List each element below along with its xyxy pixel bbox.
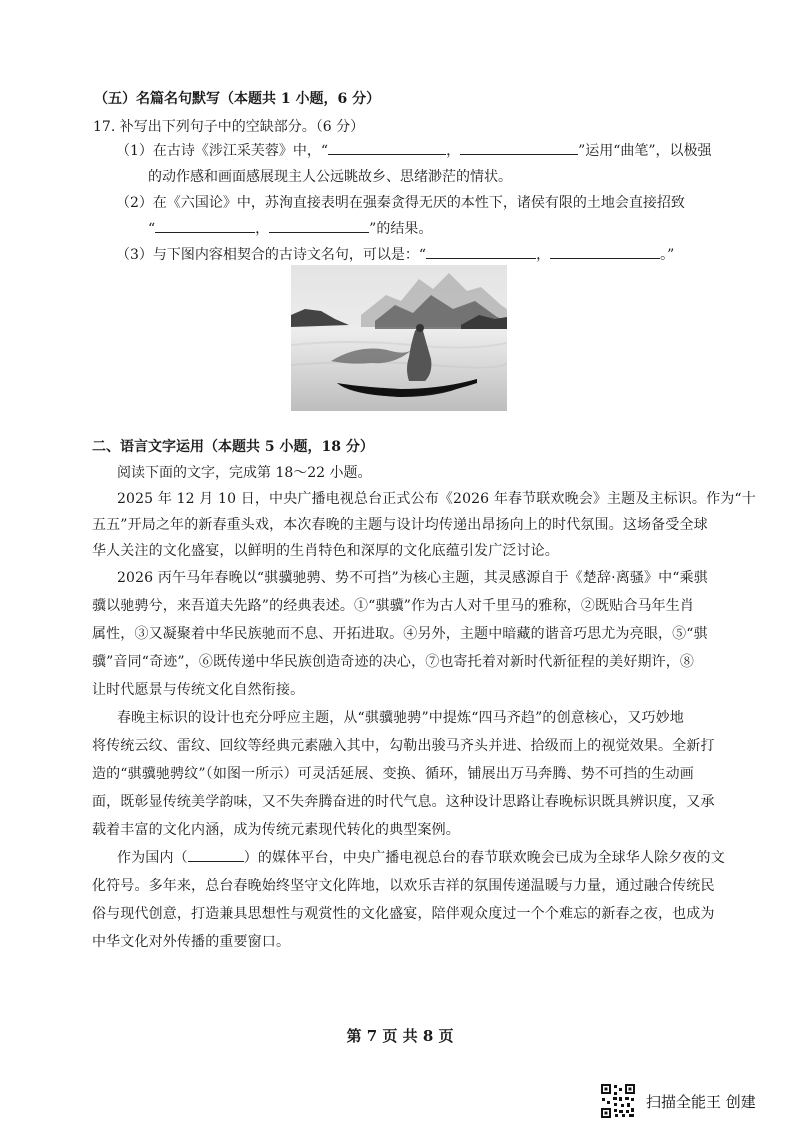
qr-code-icon xyxy=(600,1083,636,1119)
paragraph-2-line-2: 骥以驰骋兮，来吾道夫先路”的经典表述。①“骐骥”作为古人对千里马的雅称，②既贴合马年生肖 xyxy=(92,598,695,614)
paragraph-2-line-1: 2026 丙午马年春晚以“骐骥驰骋、势不可挡”为核心主题，其灵感源自于《楚辞·离骚》中“乘骐 xyxy=(117,570,708,586)
item-2-line-2 xyxy=(148,218,432,238)
ink-painting-svg xyxy=(291,265,507,411)
reading-intro: 阅读下面的文字，完成第 18～22 小题。 xyxy=(117,465,372,481)
paragraph-3-line-2: 将传统云纹、雷纹、回纹等经典元素融入其中，勾勒出骏马齐头并进、拾级而上的视觉效果。全新打 xyxy=(92,738,715,754)
item-1-line-1 xyxy=(116,140,712,160)
paragraph-3-line-1: 春晚主标识的设计也充分呼应主题，从“骐骥驰骋”中提炼“四马齐趋”的创意核心，又巧妙地 xyxy=(117,710,684,726)
paragraph-2-line-4: 骥”音同“奇迹”，⑥既传递中华民族创造奇迹的决心，⑦也寄托着对新时代新征程的美好期许，⑧ xyxy=(92,654,695,670)
item-2-text-d: ”的结果。 xyxy=(369,221,433,237)
scanner-watermark xyxy=(600,1083,796,1119)
item-2-text-c: ， xyxy=(255,221,270,237)
item-2-text-b: “ xyxy=(148,221,156,237)
item-3-line-1 xyxy=(116,244,674,264)
paragraph-3-line-5: 载着丰富的文化内涵，成为传统元素现代转化的典型案例。 xyxy=(92,822,460,838)
paragraph-4-line-2: 化符号。多年来，总台春晚始终坚守文化阵地，以欢乐吉祥的氛围传递温暖与力量，通过融合传统民 xyxy=(92,878,715,894)
item-2-line-1: （2）在《六国论》中，苏洵直接表明在强秦贪得无厌的本性下，诸侯有限的土地会直接招致 xyxy=(116,195,685,211)
answer-blank[interactable] xyxy=(155,220,255,233)
answer-blank[interactable] xyxy=(550,246,660,259)
answer-blank[interactable] xyxy=(426,246,536,259)
question-17-prompt: 17. 补写出下列句子中的空缺部分。（6 分） xyxy=(93,119,365,135)
ink-painting-illustration xyxy=(291,265,507,411)
item-1-text-c: ”运用“曲笔”，以极强 xyxy=(578,143,712,159)
paragraph-2-line-3: 属性，③又凝聚着中华民族驰而不息、开拓进取。④另外，主题中暗藏的谐音巧思尤为亮眼，⑤“骐 xyxy=(92,626,708,642)
item-3-text-b: ， xyxy=(536,247,551,263)
section-2-heading: 二、语言文字运用（本题共 5 小题，18 分） xyxy=(92,439,374,455)
paragraph-3-line-3: 造的“骐骥驰骋纹”（如图一所示）可灵活延展、变换、循环，铺展出万马奔腾、势不可挡的生动画 xyxy=(92,766,694,782)
paragraph-1-line-2: 五五”开局之年的新春重头戏，本次春晚的主题与设计均传递出昂扬向上的时代氛围。这场备受全球 xyxy=(92,517,708,533)
answer-blank[interactable] xyxy=(269,220,369,233)
item-1-text-b: ， xyxy=(446,143,461,159)
item-1-text-a: （1）在古诗《涉江采芙蓉》中，“ xyxy=(116,143,329,159)
paragraph-4-line-3: 俗与现代创意，打造兼具思想性与观赏性的文化盛宴，陪伴观众度过一个个难忘的新春之夜，也成为 xyxy=(92,906,715,922)
paragraph-3-line-4: 面，既彰显传统美学韵味，又不失奔腾奋进的时代气息。这种设计思路让春晚标识既具辨识度，又承 xyxy=(92,794,715,810)
answer-blank[interactable] xyxy=(460,142,578,155)
section-5-heading: （五）名篇名句默写（本题共 1 小题，6 分） xyxy=(94,91,381,107)
paragraph-2-line-5: 让时代愿景与传统文化自然衔接。 xyxy=(92,682,305,698)
answer-blank[interactable] xyxy=(328,142,446,155)
answer-blank[interactable] xyxy=(188,849,244,862)
paragraph-1-line-1: 2025 年 12 月 10 日，中央广播电视总台正式公布《2026 年春节联欢晚会》主题及主标识。作为“十 xyxy=(117,491,756,507)
paragraph-4-text-a: 作为国内（ xyxy=(117,850,188,866)
item-3-text-c: 。” xyxy=(660,247,675,263)
paragraph-1-line-3: 华人关注的文化盛宴，以鲜明的生肖特色和深厚的文化底蕴引发广泛讨论。 xyxy=(92,543,559,559)
item-3-text-a: （3）与下图内容相契合的古诗文名句，可以是：“ xyxy=(116,247,427,263)
watermark-text: 扫描全能王 创建 xyxy=(646,1093,756,1111)
item-1-line-2: 的动作感和画面感展现主人公远眺故乡、思绪渺茫的情状。 xyxy=(148,169,512,185)
paragraph-4-text-b: ）的媒体平台，中央广播电视总台的春节联欢晚会已成为全球华人除夕夜的文 xyxy=(243,850,725,866)
paragraph-4-line-1 xyxy=(117,847,725,867)
paragraph-4-line-4: 中华文化对外传播的重要窗口。 xyxy=(92,934,291,950)
page-number: 第 7 页 共 8 页 xyxy=(346,1027,454,1045)
